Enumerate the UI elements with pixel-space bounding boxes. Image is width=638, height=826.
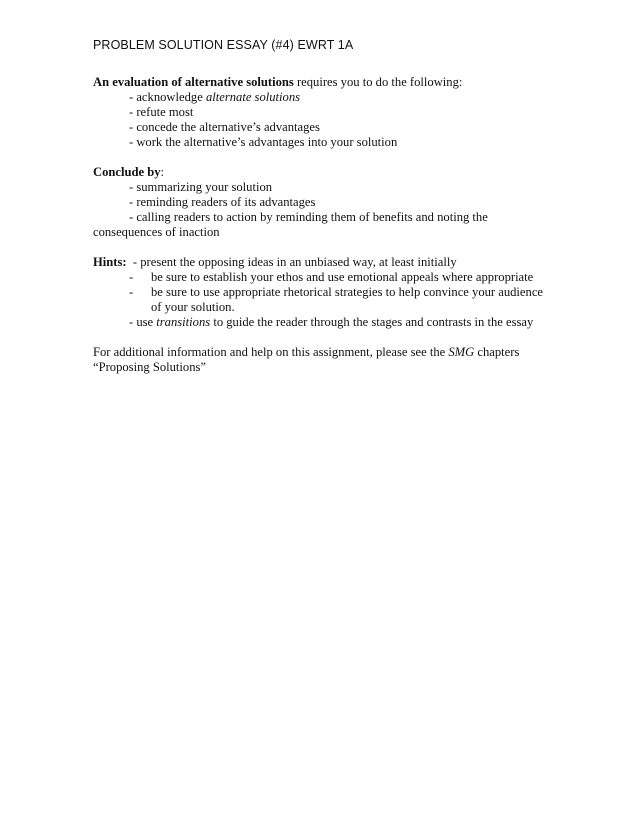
list-item: [93, 315, 563, 330]
hints-heading: Hints:: [93, 255, 127, 269]
list-item: [93, 285, 563, 300]
list-item: - summarizing your solution: [129, 180, 273, 194]
list-item-continuation: consequences of inaction: [93, 225, 220, 239]
evaluation-intro-text: requires you to do the following:: [293, 75, 463, 89]
list-item-text: to guide the reader through the stages and contrasts in the essay: [210, 315, 534, 329]
conclude-colon: :: [160, 165, 165, 179]
list-dash: -: [129, 285, 134, 299]
conclude-intro: [93, 165, 563, 180]
list-item-italic: transitions: [156, 315, 211, 329]
list-item-text: - use: [129, 315, 157, 329]
document-body: [93, 75, 563, 375]
list-item-continuation: of your solution.: [151, 300, 235, 314]
additional-info: [93, 345, 563, 360]
list-item-text: - acknowledge: [129, 90, 206, 104]
list-item: - refute most: [129, 105, 194, 119]
list-item: - concede the alternative’s advantages: [129, 120, 320, 134]
chapter-title: “Proposing Solutions”: [93, 360, 206, 374]
page-header: PROBLEM SOLUTION ESSAY (#4) EWRT 1A: [93, 38, 354, 52]
list-item: - reminding readers of its advantages: [129, 195, 316, 209]
list-item-italic: alternate solutions: [205, 90, 301, 104]
conclude-heading: Conclude by: [93, 165, 161, 179]
hints-intro: [93, 255, 563, 270]
hints-first-item: - present the opposing ideas in an unbiased way, at least initially: [126, 255, 457, 269]
evaluation-intro: [93, 75, 563, 90]
evaluation-heading: An evaluation of alternative solutions: [93, 75, 294, 89]
list-item: - calling readers to action by reminding them of benefits and noting the: [129, 210, 488, 224]
list-item: - work the alternative’s advantages into your solution: [129, 135, 398, 149]
smg-reference: SMG: [448, 345, 475, 359]
list-dash: -: [129, 270, 134, 284]
additional-info-text: chapters: [474, 345, 520, 359]
list-item-text: be sure to establish your ethos and use emotional appeals where appropriate: [151, 270, 534, 284]
list-item-text: be sure to use appropriate rhetorical strategies to help convince your audience: [151, 285, 543, 299]
list-item: [93, 90, 563, 105]
additional-info-text: For additional information and help on this assignment, please see the: [93, 345, 449, 359]
list-item: [93, 270, 563, 285]
